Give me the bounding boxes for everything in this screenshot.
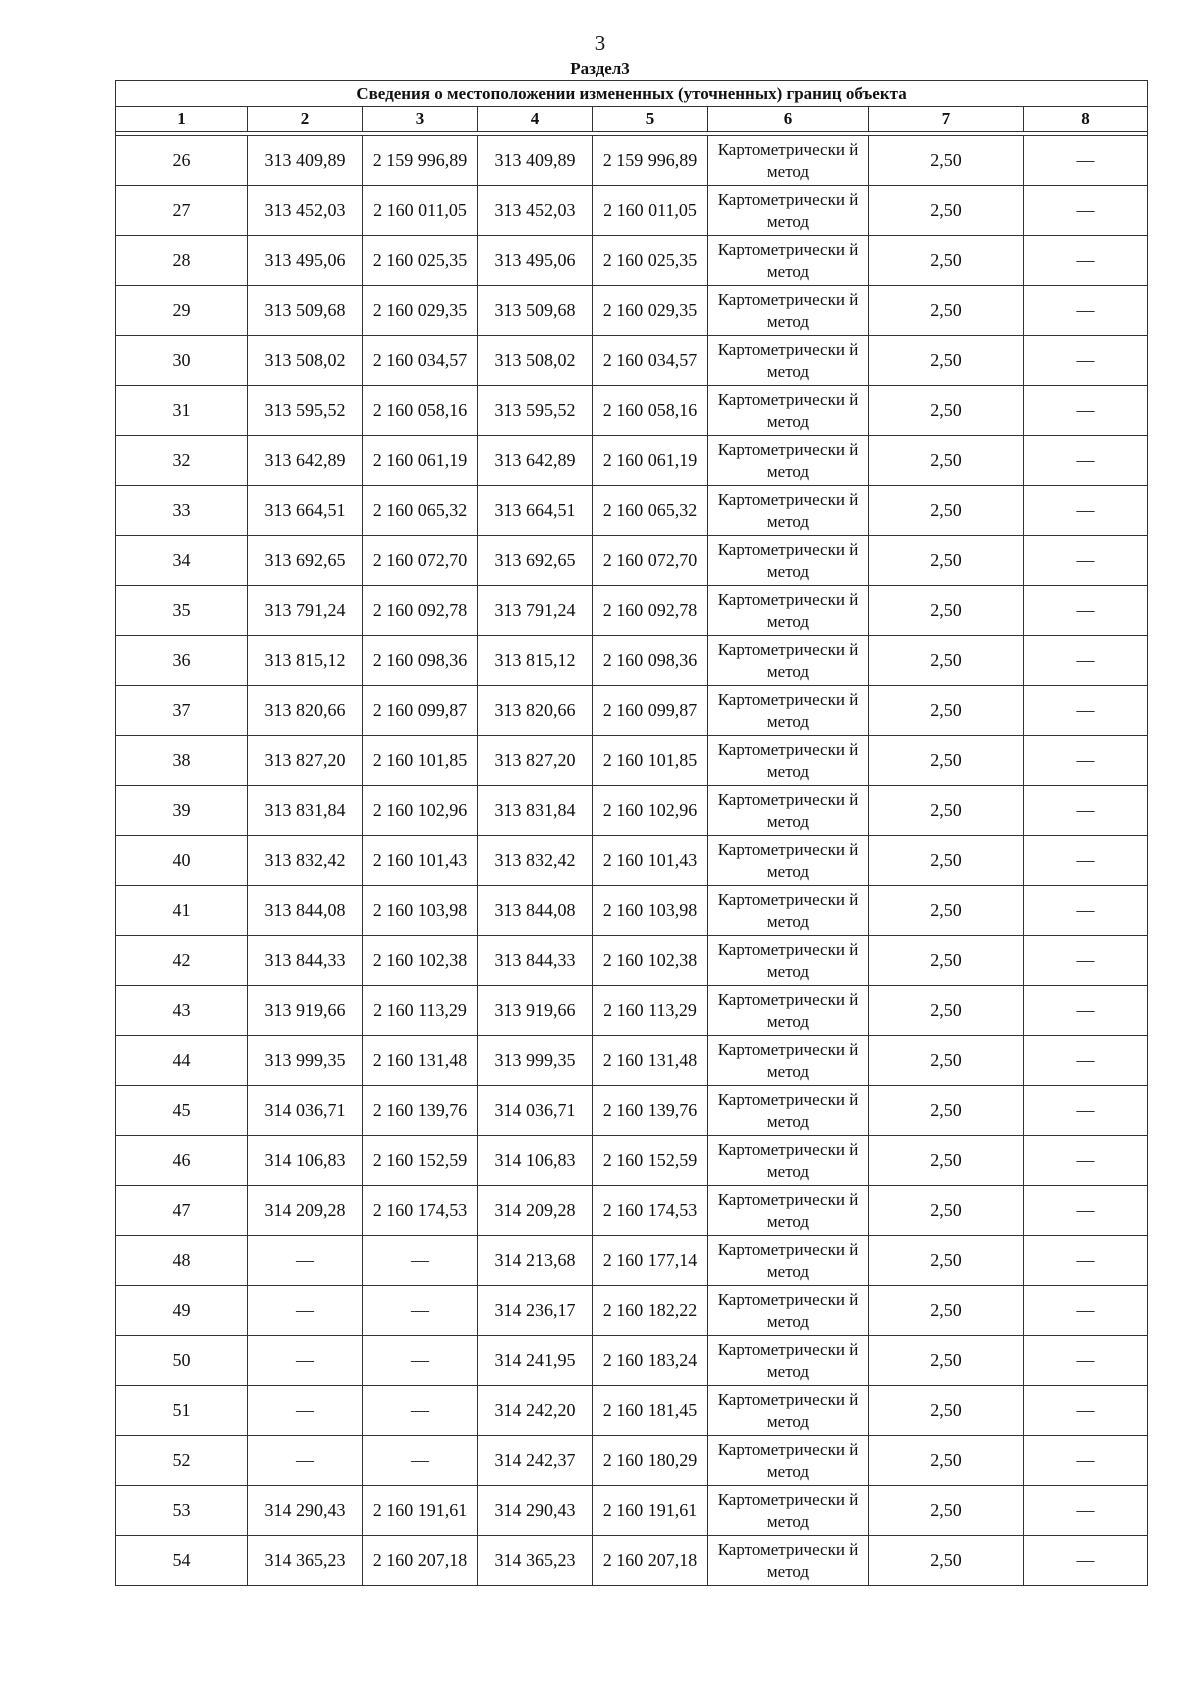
cell-y-existing: 2 160 101,43 [363,836,478,886]
table-row [116,1086,1148,1136]
cell-accuracy: 2,50 [869,936,1024,986]
cell-accuracy: 2,50 [869,336,1024,386]
cell-y-refined: 2 160 103,98 [593,886,708,936]
cell-description: — [1024,1086,1148,1136]
table-row [116,1436,1148,1486]
table-row [116,236,1148,286]
cell-description: — [1024,286,1148,336]
cell-method: Картометрически й метод [708,986,869,1036]
cell-x-existing: 313 495,06 [248,236,363,286]
cell-method: Картометрически й метод [708,586,869,636]
cell-x-existing: 313 409,89 [248,136,363,186]
cell-point-number: 39 [116,786,248,836]
cell-method: Картометрически й метод [708,1186,869,1236]
cell-y-refined: 2 160 092,78 [593,586,708,636]
table-row [116,436,1148,486]
cell-description: — [1024,236,1148,286]
cell-description: — [1024,1386,1148,1436]
section-title: Раздел3 [570,59,630,78]
cell-y-existing: 2 160 103,98 [363,886,478,936]
cell-method: Картометрически й метод [708,1036,869,1086]
cell-method: Картометрически й метод [708,686,869,736]
cell-point-number: 43 [116,986,248,1036]
cell-x-refined: 313 919,66 [478,986,593,1036]
cell-y-refined: 2 160 152,59 [593,1136,708,1186]
cell-x-refined: 314 213,68 [478,1236,593,1286]
cell-y-refined: 2 160 034,57 [593,336,708,386]
cell-point-number: 44 [116,1036,248,1086]
cell-x-refined: 313 832,42 [478,836,593,886]
cell-x-refined: 313 999,35 [478,1036,593,1086]
cell-y-refined: 2 160 101,85 [593,736,708,786]
cell-description: — [1024,486,1148,536]
cell-y-refined: 2 160 207,18 [593,1536,708,1586]
column-header-6: 6 [708,107,869,132]
cell-y-refined: 2 160 102,96 [593,786,708,836]
table-row [116,186,1148,236]
table-row [116,686,1148,736]
cell-x-refined: 313 495,06 [478,236,593,286]
cell-description: — [1024,1536,1148,1586]
cell-x-refined: 314 106,83 [478,1136,593,1186]
cell-accuracy: 2,50 [869,1186,1024,1236]
cell-y-refined: 2 160 113,29 [593,986,708,1036]
cell-y-existing: 2 160 174,53 [363,1186,478,1236]
cell-x-existing: 313 844,33 [248,936,363,986]
cell-x-refined: 313 844,33 [478,936,593,986]
cell-x-refined: 313 820,66 [478,686,593,736]
cell-method: Картометрически й метод [708,386,869,436]
cell-description: — [1024,886,1148,936]
cell-y-existing: — [363,1336,478,1386]
table-row [116,636,1148,686]
cell-description: — [1024,436,1148,486]
cell-y-refined: 2 160 174,53 [593,1186,708,1236]
cell-y-existing: — [363,1286,478,1336]
table-row [116,1236,1148,1286]
cell-accuracy: 2,50 [869,286,1024,336]
table-row [116,536,1148,586]
cell-x-existing: 313 815,12 [248,636,363,686]
cell-point-number: 51 [116,1386,248,1436]
cell-x-existing: 313 844,08 [248,886,363,936]
cell-x-existing: 313 791,24 [248,586,363,636]
page-number: 3 [594,31,606,55]
cell-x-refined: 313 509,68 [478,286,593,336]
cell-description: — [1024,336,1148,386]
cell-y-existing: 2 159 996,89 [363,136,478,186]
cell-point-number: 28 [116,236,248,286]
cell-point-number: 40 [116,836,248,886]
column-header-5: 5 [593,107,708,132]
cell-description: — [1024,636,1148,686]
table-row [116,286,1148,336]
cell-point-number: 53 [116,1486,248,1536]
cell-description: — [1024,1236,1148,1286]
cell-y-refined: 2 160 029,35 [593,286,708,336]
boundary-coordinates-table [115,80,1148,1586]
cell-x-refined: 313 827,20 [478,736,593,786]
cell-y-refined: 2 160 182,22 [593,1286,708,1336]
cell-x-existing: — [248,1336,363,1386]
cell-point-number: 52 [116,1436,248,1486]
cell-x-existing: 313 999,35 [248,1036,363,1086]
cell-method: Картометрически й метод [708,1486,869,1536]
cell-x-existing: 313 832,42 [248,836,363,886]
cell-description: — [1024,936,1148,986]
cell-y-refined: 2 160 102,38 [593,936,708,986]
cell-x-existing: 314 290,43 [248,1486,363,1536]
cell-x-existing: 314 209,28 [248,1186,363,1236]
cell-accuracy: 2,50 [869,136,1024,186]
cell-y-refined: 2 160 099,87 [593,686,708,736]
cell-point-number: 27 [116,186,248,236]
cell-description: — [1024,1436,1148,1486]
cell-point-number: 50 [116,1336,248,1386]
cell-method: Картометрически й метод [708,286,869,336]
cell-y-existing: 2 160 061,19 [363,436,478,486]
cell-point-number: 54 [116,1536,248,1586]
cell-x-refined: 313 815,12 [478,636,593,686]
cell-method: Картометрически й метод [708,736,869,786]
cell-x-existing: — [248,1436,363,1486]
table-row [116,986,1148,1036]
cell-point-number: 33 [116,486,248,536]
cell-y-refined: 2 160 181,45 [593,1386,708,1436]
cell-accuracy: 2,50 [869,686,1024,736]
cell-x-refined: 313 595,52 [478,386,593,436]
cell-accuracy: 2,50 [869,1086,1024,1136]
table-row [116,736,1148,786]
cell-y-refined: 2 160 131,48 [593,1036,708,1086]
cell-x-existing: — [248,1286,363,1336]
cell-description: — [1024,986,1148,1036]
cell-point-number: 49 [116,1286,248,1336]
table-row [116,1286,1148,1336]
cell-point-number: 45 [116,1086,248,1136]
cell-y-existing: 2 160 072,70 [363,536,478,586]
cell-accuracy: 2,50 [869,1536,1024,1586]
cell-method: Картометрически й метод [708,236,869,286]
cell-description: — [1024,1336,1148,1386]
cell-method: Картометрически й метод [708,436,869,486]
cell-y-refined: 2 160 183,24 [593,1336,708,1386]
cell-y-existing: 2 160 191,61 [363,1486,478,1536]
cell-y-existing: 2 160 139,76 [363,1086,478,1136]
cell-x-existing: — [248,1386,363,1436]
cell-method: Картометрически й метод [708,1336,869,1386]
cell-x-refined: 314 290,43 [478,1486,593,1536]
cell-y-existing: 2 160 099,87 [363,686,478,736]
table-row [116,1386,1148,1436]
table-body [116,136,1148,1586]
cell-x-existing: — [248,1236,363,1286]
cell-x-refined: 314 236,17 [478,1286,593,1336]
cell-y-refined: 2 160 072,70 [593,536,708,586]
cell-method: Картометрически й метод [708,886,869,936]
cell-y-refined: 2 160 101,43 [593,836,708,886]
cell-point-number: 32 [116,436,248,486]
cell-x-existing: 313 820,66 [248,686,363,736]
cell-accuracy: 2,50 [869,436,1024,486]
table-row [116,386,1148,436]
cell-accuracy: 2,50 [869,1286,1024,1336]
column-header-1: 1 [116,107,248,132]
cell-y-existing: 2 160 102,96 [363,786,478,836]
cell-x-refined: 313 409,89 [478,136,593,186]
cell-y-refined: 2 160 139,76 [593,1086,708,1136]
cell-description: — [1024,1286,1148,1336]
column-number-row [116,107,1148,132]
cell-method: Картометрически й метод [708,536,869,586]
cell-point-number: 47 [116,1186,248,1236]
cell-x-refined: 313 844,08 [478,886,593,936]
table-row [116,336,1148,386]
table-row [116,1336,1148,1386]
cell-description: — [1024,186,1148,236]
cell-x-refined: 313 791,24 [478,586,593,636]
cell-y-existing: 2 160 131,48 [363,1036,478,1086]
cell-accuracy: 2,50 [869,1386,1024,1436]
cell-accuracy: 2,50 [869,236,1024,286]
cell-accuracy: 2,50 [869,786,1024,836]
cell-x-refined: 313 642,89 [478,436,593,486]
cell-y-existing: — [363,1236,478,1286]
cell-y-existing: 2 160 152,59 [363,1136,478,1186]
cell-method: Картометрически й метод [708,1286,869,1336]
column-header-4: 4 [478,107,593,132]
cell-y-existing: 2 160 113,29 [363,986,478,1036]
cell-x-existing: 313 509,68 [248,286,363,336]
cell-y-refined: 2 160 061,19 [593,436,708,486]
cell-x-refined: 313 692,65 [478,536,593,586]
cell-method: Картометрически й метод [708,936,869,986]
cell-x-refined: 314 242,20 [478,1386,593,1436]
cell-y-refined: 2 160 025,35 [593,236,708,286]
cell-y-existing: 2 160 092,78 [363,586,478,636]
cell-x-existing: 313 827,20 [248,736,363,786]
cell-description: — [1024,1486,1148,1536]
cell-accuracy: 2,50 [869,486,1024,536]
cell-point-number: 48 [116,1236,248,1286]
table-row [116,1136,1148,1186]
cell-accuracy: 2,50 [869,536,1024,586]
cell-description: — [1024,536,1148,586]
cell-x-existing: 313 508,02 [248,336,363,386]
cell-point-number: 30 [116,336,248,386]
cell-x-existing: 313 831,84 [248,786,363,836]
table-row [116,136,1148,186]
cell-accuracy: 2,50 [869,736,1024,786]
cell-accuracy: 2,50 [869,1486,1024,1536]
cell-x-refined: 313 664,51 [478,486,593,536]
cell-x-refined: 313 508,02 [478,336,593,386]
cell-accuracy: 2,50 [869,636,1024,686]
cell-method: Картометрически й метод [708,186,869,236]
cell-y-existing: 2 160 101,85 [363,736,478,786]
cell-accuracy: 2,50 [869,1136,1024,1186]
cell-accuracy: 2,50 [869,886,1024,936]
cell-method: Картометрически й метод [708,836,869,886]
table-row [116,1186,1148,1236]
cell-x-refined: 313 831,84 [478,786,593,836]
cell-y-refined: 2 160 058,16 [593,386,708,436]
cell-description: — [1024,1136,1148,1186]
cell-description: — [1024,586,1148,636]
table-row [116,1486,1148,1536]
table-row [116,836,1148,886]
cell-y-refined: 2 160 098,36 [593,636,708,686]
cell-y-existing: 2 160 098,36 [363,636,478,686]
cell-description: — [1024,386,1148,436]
cell-accuracy: 2,50 [869,186,1024,236]
cell-y-existing: 2 160 025,35 [363,236,478,286]
cell-x-refined: 314 242,37 [478,1436,593,1486]
cell-point-number: 46 [116,1136,248,1186]
cell-description: — [1024,736,1148,786]
cell-accuracy: 2,50 [869,1236,1024,1286]
cell-y-existing: 2 160 065,32 [363,486,478,536]
cell-x-existing: 314 106,83 [248,1136,363,1186]
cell-point-number: 37 [116,686,248,736]
cell-y-existing: 2 160 058,16 [363,386,478,436]
cell-description: — [1024,836,1148,886]
cell-accuracy: 2,50 [869,1436,1024,1486]
cell-method: Картометрически й метод [708,1386,869,1436]
table-caption: Сведения о местоположении измененных (уточненных) границ объекта [116,81,1148,107]
cell-point-number: 35 [116,586,248,636]
cell-x-refined: 313 452,03 [478,186,593,236]
cell-method: Картометрически й метод [708,786,869,836]
cell-description: — [1024,136,1148,186]
cell-method: Картометрически й метод [708,1536,869,1586]
cell-point-number: 29 [116,286,248,336]
cell-y-existing: 2 160 102,38 [363,936,478,986]
cell-method: Картометрически й метод [708,636,869,686]
cell-point-number: 34 [116,536,248,586]
cell-y-existing: — [363,1386,478,1436]
cell-accuracy: 2,50 [869,1036,1024,1086]
table-row [116,786,1148,836]
table-row [116,1036,1148,1086]
cell-x-existing: 313 919,66 [248,986,363,1036]
cell-y-existing: 2 160 029,35 [363,286,478,336]
cell-method: Картометрически й метод [708,1236,869,1286]
cell-accuracy: 2,50 [869,836,1024,886]
cell-x-refined: 314 365,23 [478,1536,593,1586]
cell-y-existing: — [363,1436,478,1486]
cell-x-existing: 313 664,51 [248,486,363,536]
cell-y-refined: 2 159 996,89 [593,136,708,186]
cell-description: — [1024,1036,1148,1086]
column-header-7: 7 [869,107,1024,132]
cell-description: — [1024,686,1148,736]
table-row [116,586,1148,636]
cell-method: Картометрически й метод [708,1436,869,1486]
cell-point-number: 41 [116,886,248,936]
column-header-2: 2 [248,107,363,132]
cell-x-existing: 314 365,23 [248,1536,363,1586]
table-row [116,486,1148,536]
cell-x-existing: 313 452,03 [248,186,363,236]
cell-y-refined: 2 160 065,32 [593,486,708,536]
cell-point-number: 26 [116,136,248,186]
cell-method: Картометрически й метод [708,486,869,536]
cell-accuracy: 2,50 [869,1336,1024,1386]
cell-x-existing: 313 642,89 [248,436,363,486]
cell-x-existing: 313 692,65 [248,536,363,586]
cell-point-number: 38 [116,736,248,786]
cell-y-existing: 2 160 011,05 [363,186,478,236]
cell-y-refined: 2 160 177,14 [593,1236,708,1286]
column-header-3: 3 [363,107,478,132]
cell-x-refined: 314 209,28 [478,1186,593,1236]
table-row [116,886,1148,936]
cell-y-refined: 2 160 011,05 [593,186,708,236]
cell-y-existing: 2 160 207,18 [363,1536,478,1586]
table-row [116,1536,1148,1586]
cell-method: Картометрически й метод [708,136,869,186]
cell-accuracy: 2,50 [869,386,1024,436]
cell-accuracy: 2,50 [869,586,1024,636]
cell-y-refined: 2 160 191,61 [593,1486,708,1536]
cell-method: Картометрически й метод [708,1136,869,1186]
cell-x-existing: 314 036,71 [248,1086,363,1136]
column-header-8: 8 [1024,107,1148,132]
cell-description: — [1024,786,1148,836]
cell-point-number: 31 [116,386,248,436]
table-row [116,936,1148,986]
cell-accuracy: 2,50 [869,986,1024,1036]
cell-point-number: 42 [116,936,248,986]
cell-x-refined: 314 036,71 [478,1086,593,1136]
cell-point-number: 36 [116,636,248,686]
cell-y-existing: 2 160 034,57 [363,336,478,386]
cell-description: — [1024,1186,1148,1236]
cell-method: Картометрически й метод [708,1086,869,1136]
cell-y-refined: 2 160 180,29 [593,1436,708,1486]
cell-method: Картометрически й метод [708,336,869,386]
cell-x-existing: 313 595,52 [248,386,363,436]
cell-x-refined: 314 241,95 [478,1336,593,1386]
